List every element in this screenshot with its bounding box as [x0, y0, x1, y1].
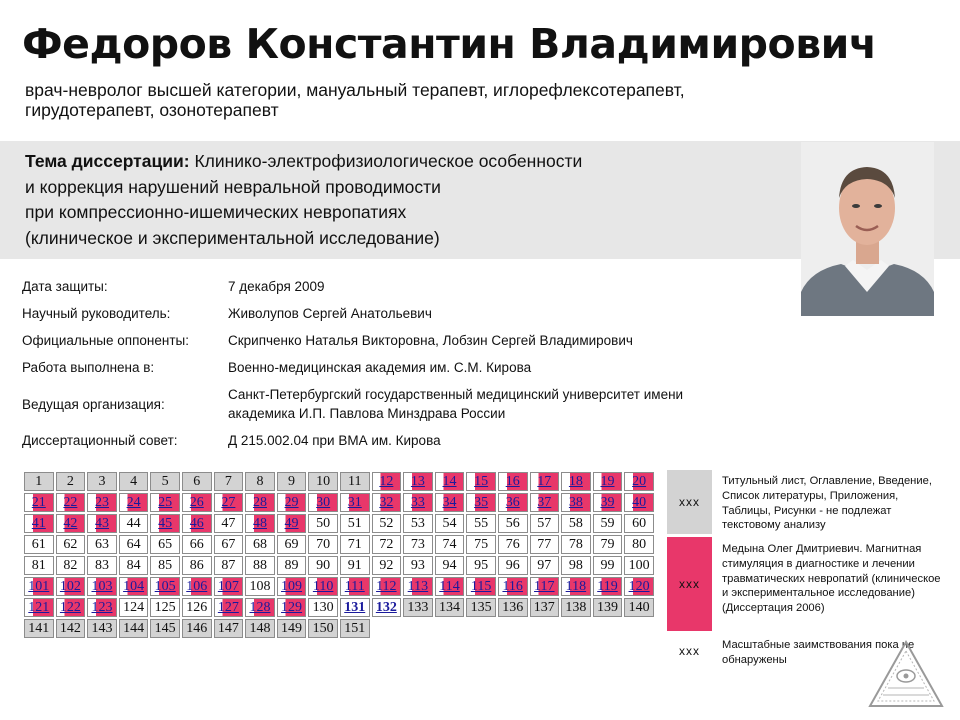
page-cell-50: 50	[308, 514, 338, 533]
legend-text-excluded: Титульный лист, Оглавление, Введение, Список литературы, Приложения, Таблицы, Рисунки - не подлежат текстовому анализу	[722, 475, 932, 532]
page-cell-96: 96	[498, 556, 528, 575]
portrait-image	[801, 142, 934, 316]
page-cell-92: 92	[372, 556, 402, 575]
page-cell-148: 148	[245, 619, 275, 638]
page-cell-49[interactable]: 49	[277, 514, 307, 533]
page-cell-82: 82	[56, 556, 86, 575]
page-cell-37[interactable]: 37	[530, 493, 560, 512]
page-cell-108: 108	[245, 577, 275, 596]
page-cell-31[interactable]: 31	[340, 493, 370, 512]
page-cell-83: 83	[87, 556, 117, 575]
page-cell-34[interactable]: 34	[435, 493, 465, 512]
page-cell-12[interactable]: 12	[372, 472, 402, 491]
page-grid-row	[24, 577, 654, 596]
page-cell-68: 68	[245, 535, 275, 554]
legend-swatch-pink: xxx	[667, 537, 712, 631]
info-key: Работа выполнена в:	[22, 360, 155, 375]
page-cell-112[interactable]: 112	[372, 577, 402, 596]
page-cell-18[interactable]: 18	[561, 472, 591, 491]
info-value: Д 215.002.04 при ВМА им. Кирова	[228, 433, 441, 448]
page-cell-131[interactable]: 131	[340, 598, 370, 617]
page-cell-21[interactable]: 21	[24, 493, 54, 512]
page-cell-44: 44	[119, 514, 149, 533]
page-cell-145: 145	[150, 619, 180, 638]
page-cell-139: 139	[593, 598, 623, 617]
page-grid-row	[24, 556, 654, 575]
page-cell-147: 147	[214, 619, 244, 638]
page-cell-9: 9	[277, 472, 307, 491]
page-cell-127[interactable]: 127	[214, 598, 244, 617]
page-cell-33[interactable]: 33	[403, 493, 433, 512]
info-value: Военно-медицинская академия им. С.М. Кирова	[228, 360, 532, 375]
dissertation-topic	[25, 149, 785, 251]
page-cell-100: 100	[624, 556, 654, 575]
page-cell-28[interactable]: 28	[245, 493, 275, 512]
info-key: Ведущая организация:	[22, 396, 165, 412]
page-cell-137: 137	[530, 598, 560, 617]
page-cell-42[interactable]: 42	[56, 514, 86, 533]
info-key: Научный руководитель:	[22, 306, 171, 321]
page-cell-135: 135	[466, 598, 496, 617]
page-cell-129[interactable]: 129	[277, 598, 307, 617]
page-cell-59: 59	[593, 514, 623, 533]
page-cell-136: 136	[498, 598, 528, 617]
info-value: Санкт-Петербургский государственный медицинский университет имени академика И.П. Павлова Минздрава России	[228, 387, 684, 421]
page-cell-46[interactable]: 46	[182, 514, 212, 533]
legend-swatch-gray: xxx	[667, 470, 712, 534]
page-cell-25[interactable]: 25	[150, 493, 180, 512]
page-cell-6: 6	[182, 472, 212, 491]
page-cell-124: 124	[119, 598, 149, 617]
info-row	[22, 354, 708, 381]
page-cell-57: 57	[530, 514, 560, 533]
page-cell-144: 144	[119, 619, 149, 638]
page-cell-51: 51	[340, 514, 370, 533]
page-cell-61: 61	[24, 535, 54, 554]
page-cell-43[interactable]: 43	[87, 514, 117, 533]
page-cell-107[interactable]: 107	[214, 577, 244, 596]
page-cell-11: 11	[340, 472, 370, 491]
page-cell-118[interactable]: 118	[561, 577, 591, 596]
page-cell-103[interactable]: 103	[87, 577, 117, 596]
legend-swatch-white: xxx	[667, 636, 712, 666]
info-key: Дата защиты:	[22, 279, 108, 294]
page-cell-23[interactable]: 23	[87, 493, 117, 512]
page-cell-99: 99	[593, 556, 623, 575]
page-cell-128[interactable]: 128	[245, 598, 275, 617]
page-cell-140: 140	[624, 598, 654, 617]
page-cell-35[interactable]: 35	[466, 493, 496, 512]
page-cell-97: 97	[530, 556, 560, 575]
page-cell-130: 130	[308, 598, 338, 617]
info-value: 7 декабря 2009	[228, 279, 325, 294]
page-cell-72: 72	[372, 535, 402, 554]
page-cell-38[interactable]: 38	[561, 493, 591, 512]
legend-text-none: Масштабные заимствования пока не обнаружены	[722, 639, 915, 666]
page-cell-62: 62	[56, 535, 86, 554]
info-row	[22, 381, 708, 427]
page-cell-27[interactable]: 27	[214, 493, 244, 512]
dissertation-line: и коррекция нарушений невральной проводимости	[25, 176, 441, 197]
page-cell-66: 66	[182, 535, 212, 554]
page-cell-95: 95	[466, 556, 496, 575]
page-cell-113[interactable]: 113	[403, 577, 433, 596]
page-cell-64: 64	[119, 535, 149, 554]
page-cell-126: 126	[182, 598, 212, 617]
page-cell-110[interactable]: 110	[308, 577, 338, 596]
page-grid	[22, 470, 656, 640]
page-cell-132[interactable]: 132	[372, 598, 402, 617]
info-row	[22, 300, 708, 327]
page-cell-104[interactable]: 104	[119, 577, 149, 596]
page-cell-22[interactable]: 22	[56, 493, 86, 512]
info-key: Официальные оппоненты:	[22, 333, 189, 348]
page-cell-151: 151	[340, 619, 370, 638]
info-row	[22, 273, 708, 300]
page-cell-2: 2	[56, 472, 86, 491]
dissertation-label: Тема диссертации:	[25, 151, 190, 171]
page-cell-67: 67	[214, 535, 244, 554]
page-cell-3: 3	[87, 472, 117, 491]
page-cell-87: 87	[214, 556, 244, 575]
page-cell-101[interactable]: 101	[24, 577, 54, 596]
page-cell-29[interactable]: 29	[277, 493, 307, 512]
page-cell-146: 146	[182, 619, 212, 638]
page-cell-88: 88	[245, 556, 275, 575]
page-cell-73: 73	[403, 535, 433, 554]
page-cell-74: 74	[435, 535, 465, 554]
page-cell-48[interactable]: 48	[245, 514, 275, 533]
page-cell-70: 70	[308, 535, 338, 554]
page-cell-98: 98	[561, 556, 591, 575]
page-cell-105[interactable]: 105	[150, 577, 180, 596]
page-cell-36[interactable]: 36	[498, 493, 528, 512]
dissernet-logo-icon	[866, 638, 946, 714]
page-cell-13[interactable]: 13	[403, 472, 433, 491]
page-cell-94: 94	[435, 556, 465, 575]
page-cell-20[interactable]: 20	[624, 472, 654, 491]
page-cell-14[interactable]: 14	[435, 472, 465, 491]
portrait-photo	[801, 142, 934, 316]
page-cell-150: 150	[308, 619, 338, 638]
page-cell-133: 133	[403, 598, 433, 617]
page-cell-17[interactable]: 17	[530, 472, 560, 491]
page-cell-116[interactable]: 116	[498, 577, 528, 596]
page-cell-117[interactable]: 117	[530, 577, 560, 596]
dissertation-line	[25, 149, 785, 175]
page-cell-114[interactable]: 114	[435, 577, 465, 596]
page-cell-106[interactable]: 106	[182, 577, 212, 596]
page-cell-122[interactable]: 122	[56, 598, 86, 617]
page-cell-134: 134	[435, 598, 465, 617]
info-row	[22, 427, 708, 454]
dissertation-line-text: Клинико-электрофизиологическое особенности	[194, 151, 583, 171]
page-cell-56: 56	[498, 514, 528, 533]
page-cell-149: 149	[277, 619, 307, 638]
page-cell-58: 58	[561, 514, 591, 533]
page-cell-120[interactable]: 120	[624, 577, 654, 596]
page-cell-41[interactable]: 41	[24, 514, 54, 533]
info-value: Скрипченко Наталья Викторовна, Лобзин Сергей Владимирович	[228, 333, 633, 348]
page-cell-111[interactable]: 111	[340, 577, 370, 596]
page-cell-1: 1	[24, 472, 54, 491]
dissertation-info	[22, 273, 708, 454]
page-cell-121[interactable]: 121	[24, 598, 54, 617]
page-cell-24[interactable]: 24	[119, 493, 149, 512]
page-cell-65: 65	[150, 535, 180, 554]
page-cell-71: 71	[340, 535, 370, 554]
page-cell-77: 77	[530, 535, 560, 554]
page-cell-52: 52	[372, 514, 402, 533]
page-grid-row	[24, 535, 654, 554]
page-grid-row	[24, 514, 654, 533]
page-cell-26[interactable]: 26	[182, 493, 212, 512]
info-value: Живолупов Сергей Анатольевич	[228, 306, 432, 321]
page-cell-15[interactable]: 15	[466, 472, 496, 491]
page-cell-63: 63	[87, 535, 117, 554]
page-cell-45[interactable]: 45	[150, 514, 180, 533]
page-cell-69: 69	[277, 535, 307, 554]
page-cell-102[interactable]: 102	[56, 577, 86, 596]
page-cell-16[interactable]: 16	[498, 472, 528, 491]
page-cell-119[interactable]: 119	[593, 577, 623, 596]
page-cell-81: 81	[24, 556, 54, 575]
page-cell-8: 8	[245, 472, 275, 491]
page-cell-5: 5	[150, 472, 180, 491]
page-cell-123[interactable]: 123	[87, 598, 117, 617]
page-cell-91: 91	[340, 556, 370, 575]
page-cell-19[interactable]: 19	[593, 472, 623, 491]
page-cell-143: 143	[87, 619, 117, 638]
page-cell-4: 4	[119, 472, 149, 491]
page-cell-10: 10	[308, 472, 338, 491]
page-cell-85: 85	[150, 556, 180, 575]
page-cell-54: 54	[435, 514, 465, 533]
page-cell-109[interactable]: 109	[277, 577, 307, 596]
page-cell-90: 90	[308, 556, 338, 575]
page-cell-125: 125	[150, 598, 180, 617]
person-titles: врач-невролог высшей категории, мануальный терапевт, иглорефлексотерапевт, гирудотерапевт, озонотерапевт	[25, 80, 685, 120]
page-cell-40[interactable]: 40	[624, 493, 654, 512]
page-grid-row	[24, 619, 654, 638]
page-cell-32[interactable]: 32	[372, 493, 402, 512]
page-cell-79: 79	[593, 535, 623, 554]
page-cell-47: 47	[214, 514, 244, 533]
page-cell-89: 89	[277, 556, 307, 575]
page-cell-60: 60	[624, 514, 654, 533]
dissertation-line: при компрессионно-ишемических невропатиях	[25, 202, 407, 222]
page-cell-115[interactable]: 115	[466, 577, 496, 596]
page-cell-75: 75	[466, 535, 496, 554]
page-cell-142: 142	[56, 619, 86, 638]
page-cell-30[interactable]: 30	[308, 493, 338, 512]
page-grid-row	[24, 493, 654, 512]
page-cell-7: 7	[214, 472, 244, 491]
info-row	[22, 327, 708, 354]
page-cell-55: 55	[466, 514, 496, 533]
page-cell-138: 138	[561, 598, 591, 617]
page-cell-39[interactable]: 39	[593, 493, 623, 512]
page-grid-row	[24, 472, 654, 491]
dissertation-line: (клиническое и экспериментальной исследование)	[25, 227, 440, 248]
legend-text-source: Медына Олег Дмитриевич. Магнитная стимуляция в диагностике и лечении травматических невропатий (клиническое и экспериментальное исследование) (Диссертация 2006)	[722, 543, 941, 615]
page-grid-row	[24, 598, 654, 617]
page-cell-53: 53	[403, 514, 433, 533]
person-name: Федоров Константин Владимирович	[22, 20, 877, 68]
page-cell-80: 80	[624, 535, 654, 554]
page-cell-84: 84	[119, 556, 149, 575]
page-cell-76: 76	[498, 535, 528, 554]
page-cell-78: 78	[561, 535, 591, 554]
page-cell-86: 86	[182, 556, 212, 575]
info-key: Диссертационный совет:	[22, 433, 178, 448]
page-cell-93: 93	[403, 556, 433, 575]
page-cell-141: 141	[24, 619, 54, 638]
